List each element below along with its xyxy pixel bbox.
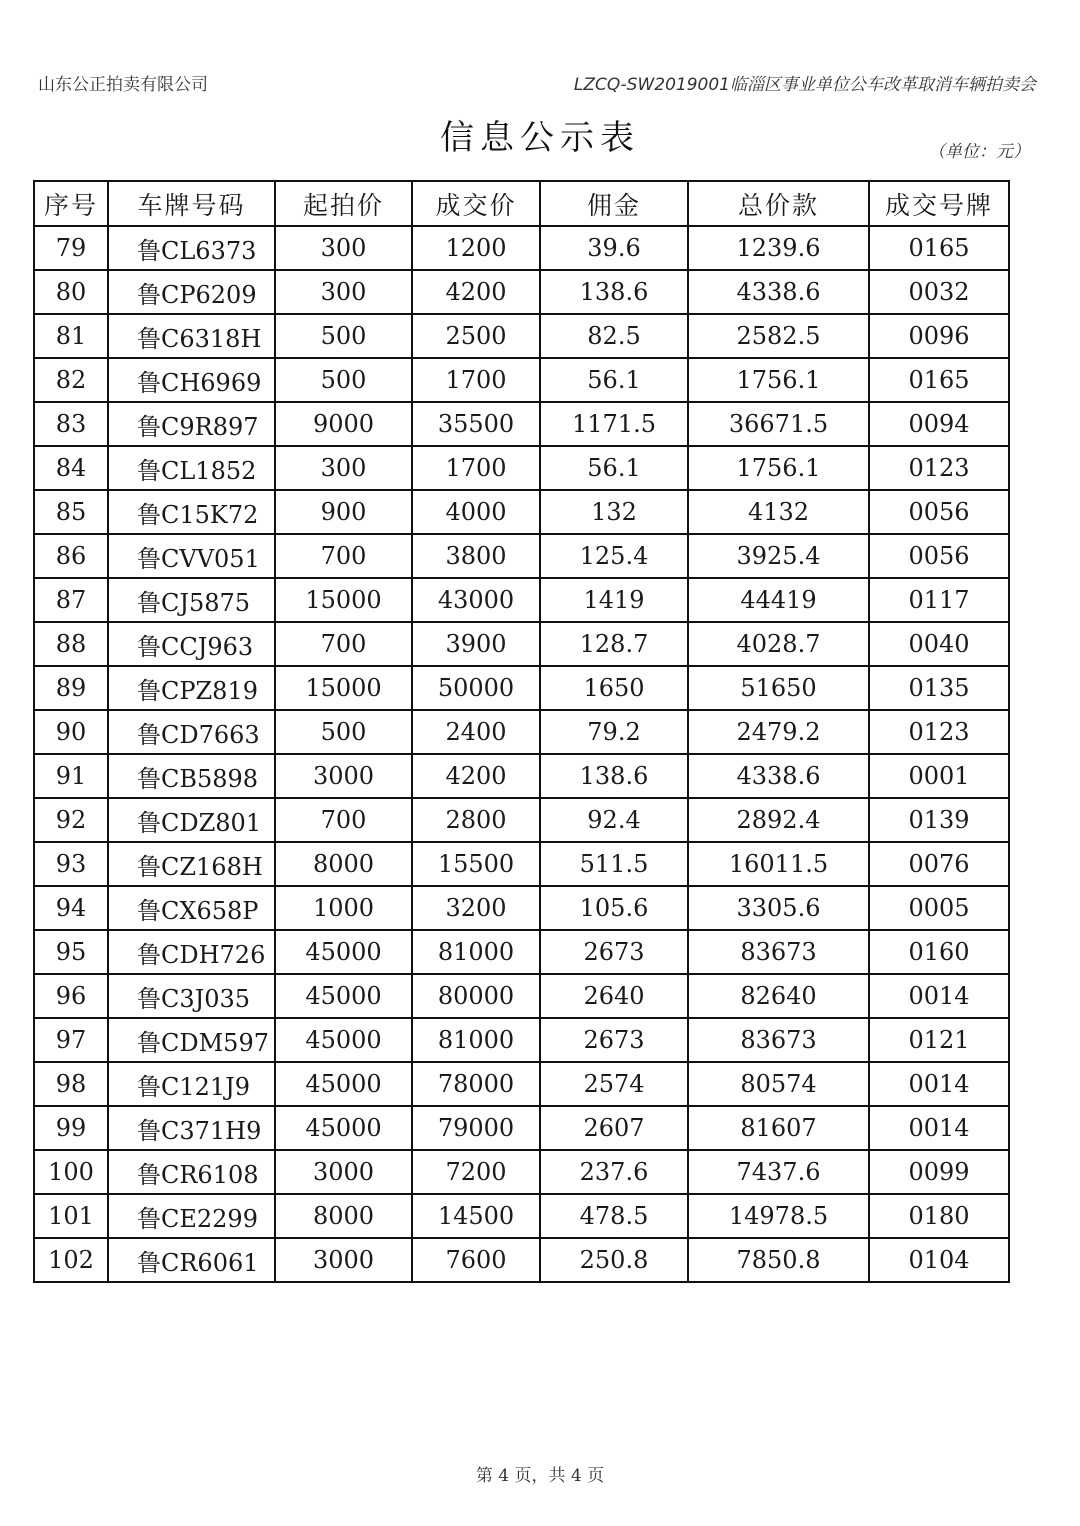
col-start-price-cell: 300 — [275, 226, 412, 270]
col-start-price-cell: 700 — [275, 798, 412, 842]
col-total-cell: 80574 — [688, 1062, 869, 1106]
col-deal-price-cell: 4000 — [412, 490, 540, 534]
unit-note: （单位：元） — [928, 142, 1030, 162]
col-total-cell: 4338.6 — [688, 754, 869, 798]
col-deal-price-cell: 80000 — [412, 974, 540, 1018]
col-bid-number-cell: 0104 — [869, 1238, 1009, 1282]
table-row — [34, 798, 1009, 842]
col-commission-cell: 128.7 — [540, 622, 688, 666]
col-start-price-cell: 8000 — [275, 842, 412, 886]
table-row — [34, 1062, 1009, 1106]
table-row — [34, 270, 1009, 314]
col-commission-cell: 237.6 — [540, 1150, 688, 1194]
col-commission-cell: 39.6 — [540, 226, 688, 270]
col-commission-cell: 56.1 — [540, 446, 688, 490]
col-plate-cell: 鲁C121J9 — [108, 1062, 275, 1106]
table-row — [34, 1150, 1009, 1194]
col-index-cell: 83 — [34, 402, 108, 446]
col-total-cell: 81607 — [688, 1106, 869, 1150]
page-footer: 第 4 页，共 4 页 — [475, 1466, 605, 1486]
col-deal-price-cell: 4200 — [412, 754, 540, 798]
table-row — [34, 666, 1009, 710]
col-deal-price-cell: 14500 — [412, 1194, 540, 1238]
col-bid-number-cell: 0040 — [869, 622, 1009, 666]
col-total-cell: 83673 — [688, 930, 869, 974]
col-total-cell: 51650 — [688, 666, 869, 710]
col-bid-number-cell: 0123 — [869, 710, 1009, 754]
col-total-cell: 2479.2 — [688, 710, 869, 754]
table-row — [34, 446, 1009, 490]
table-row — [34, 622, 1009, 666]
col-index-cell: 92 — [34, 798, 108, 842]
col-bid-number-cell: 0165 — [869, 358, 1009, 402]
col-plate-cell: 鲁CR6061 — [108, 1238, 275, 1282]
col-total-cell: 2892.4 — [688, 798, 869, 842]
col-bid-number-cell: 0160 — [869, 930, 1009, 974]
header-col-commission: 佣金 — [540, 181, 688, 226]
col-start-price-cell: 45000 — [275, 1106, 412, 1150]
col-index-cell: 85 — [34, 490, 108, 534]
col-index-cell: 97 — [34, 1018, 108, 1062]
col-deal-price-cell: 43000 — [412, 578, 540, 622]
col-start-price-cell: 45000 — [275, 974, 412, 1018]
col-commission-cell: 1650 — [540, 666, 688, 710]
col-index-cell: 80 — [34, 270, 108, 314]
table-row — [34, 930, 1009, 974]
col-commission-cell: 1171.5 — [540, 402, 688, 446]
col-commission-cell: 125.4 — [540, 534, 688, 578]
col-index-cell: 88 — [34, 622, 108, 666]
col-bid-number-cell: 0014 — [869, 1062, 1009, 1106]
col-commission-cell: 2673 — [540, 930, 688, 974]
col-index-cell: 100 — [34, 1150, 108, 1194]
col-total-cell: 3925.4 — [688, 534, 869, 578]
col-plate-cell: 鲁CB5898 — [108, 754, 275, 798]
col-bid-number-cell: 0099 — [869, 1150, 1009, 1194]
col-plate-cell: 鲁CL1852 — [108, 446, 275, 490]
col-index-cell: 96 — [34, 974, 108, 1018]
col-commission-cell: 92.4 — [540, 798, 688, 842]
col-commission-cell: 132 — [540, 490, 688, 534]
col-bid-number-cell: 0094 — [869, 402, 1009, 446]
col-start-price-cell: 300 — [275, 446, 412, 490]
header-col-start-price: 起拍价 — [275, 181, 412, 226]
col-deal-price-cell: 2400 — [412, 710, 540, 754]
col-total-cell: 44419 — [688, 578, 869, 622]
col-start-price-cell: 3000 — [275, 1238, 412, 1282]
col-plate-cell: 鲁CD7663 — [108, 710, 275, 754]
col-deal-price-cell: 1700 — [412, 358, 540, 402]
table-row — [34, 886, 1009, 930]
col-deal-price-cell: 1200 — [412, 226, 540, 270]
table-row — [34, 490, 1009, 534]
table-row — [34, 1106, 1009, 1150]
table-row — [34, 842, 1009, 886]
col-commission-cell: 478.5 — [540, 1194, 688, 1238]
col-start-price-cell: 300 — [275, 270, 412, 314]
header-col-total: 总价款 — [688, 181, 869, 226]
col-bid-number-cell: 0139 — [869, 798, 1009, 842]
col-bid-number-cell: 0005 — [869, 886, 1009, 930]
col-commission-cell: 2607 — [540, 1106, 688, 1150]
col-total-cell: 14978.5 — [688, 1194, 869, 1238]
col-index-cell: 102 — [34, 1238, 108, 1282]
header-col-index: 序号 — [34, 181, 108, 226]
col-start-price-cell: 700 — [275, 534, 412, 578]
col-index-cell: 99 — [34, 1106, 108, 1150]
col-commission-cell: 82.5 — [540, 314, 688, 358]
col-bid-number-cell: 0076 — [869, 842, 1009, 886]
col-total-cell: 7437.6 — [688, 1150, 869, 1194]
col-plate-cell: 鲁C371H9 — [108, 1106, 275, 1150]
col-start-price-cell: 45000 — [275, 930, 412, 974]
col-commission-cell: 511.5 — [540, 842, 688, 886]
col-total-cell: 4028.7 — [688, 622, 869, 666]
col-index-cell: 98 — [34, 1062, 108, 1106]
col-index-cell: 90 — [34, 710, 108, 754]
col-deal-price-cell: 7600 — [412, 1238, 540, 1282]
col-plate-cell: 鲁CL6373 — [108, 226, 275, 270]
col-total-cell: 7850.8 — [688, 1238, 869, 1282]
col-bid-number-cell: 0180 — [869, 1194, 1009, 1238]
col-deal-price-cell: 7200 — [412, 1150, 540, 1194]
col-plate-cell: 鲁CVV051 — [108, 534, 275, 578]
col-total-cell: 36671.5 — [688, 402, 869, 446]
col-start-price-cell: 45000 — [275, 1062, 412, 1106]
col-start-price-cell: 900 — [275, 490, 412, 534]
col-total-cell: 16011.5 — [688, 842, 869, 886]
table-header-row — [34, 181, 1009, 226]
col-start-price-cell: 500 — [275, 358, 412, 402]
header-col-plate: 车牌号码 — [108, 181, 275, 226]
col-deal-price-cell: 2500 — [412, 314, 540, 358]
table-row — [34, 1018, 1009, 1062]
col-deal-price-cell: 3900 — [412, 622, 540, 666]
col-commission-cell: 2673 — [540, 1018, 688, 1062]
col-commission-cell: 138.6 — [540, 754, 688, 798]
col-plate-cell: 鲁C3J035 — [108, 974, 275, 1018]
col-deal-price-cell: 78000 — [412, 1062, 540, 1106]
col-deal-price-cell: 50000 — [412, 666, 540, 710]
col-total-cell: 83673 — [688, 1018, 869, 1062]
col-commission-cell: 79.2 — [540, 710, 688, 754]
col-commission-cell: 2640 — [540, 974, 688, 1018]
col-bid-number-cell: 0001 — [869, 754, 1009, 798]
col-bid-number-cell: 0096 — [869, 314, 1009, 358]
col-plate-cell: 鲁CDM597 — [108, 1018, 275, 1062]
table-row — [34, 1194, 1009, 1238]
col-bid-number-cell: 0117 — [869, 578, 1009, 622]
col-index-cell: 81 — [34, 314, 108, 358]
table-row — [34, 974, 1009, 1018]
col-index-cell: 79 — [34, 226, 108, 270]
col-total-cell: 2582.5 — [688, 314, 869, 358]
col-bid-number-cell: 0056 — [869, 534, 1009, 578]
col-index-cell: 84 — [34, 446, 108, 490]
col-total-cell: 4132 — [688, 490, 869, 534]
col-plate-cell: 鲁CCJ963 — [108, 622, 275, 666]
col-deal-price-cell: 79000 — [412, 1106, 540, 1150]
col-plate-cell: 鲁CP6209 — [108, 270, 275, 314]
col-commission-cell: 2574 — [540, 1062, 688, 1106]
col-index-cell: 91 — [34, 754, 108, 798]
col-total-cell: 3305.6 — [688, 886, 869, 930]
col-commission-cell: 56.1 — [540, 358, 688, 402]
col-index-cell: 87 — [34, 578, 108, 622]
col-index-cell: 82 — [34, 358, 108, 402]
col-index-cell: 93 — [34, 842, 108, 886]
col-bid-number-cell: 0014 — [869, 1106, 1009, 1150]
table-row — [34, 534, 1009, 578]
col-start-price-cell: 15000 — [275, 666, 412, 710]
col-commission-cell: 1419 — [540, 578, 688, 622]
col-bid-number-cell: 0135 — [869, 666, 1009, 710]
table-row — [34, 358, 1009, 402]
col-bid-number-cell: 0014 — [869, 974, 1009, 1018]
col-total-cell: 1756.1 — [688, 446, 869, 490]
col-deal-price-cell: 81000 — [412, 1018, 540, 1062]
col-deal-price-cell: 15500 — [412, 842, 540, 886]
col-commission-cell: 105.6 — [540, 886, 688, 930]
col-plate-cell: 鲁CDH726 — [108, 930, 275, 974]
col-index-cell: 89 — [34, 666, 108, 710]
col-start-price-cell: 3000 — [275, 1150, 412, 1194]
col-index-cell: 86 — [34, 534, 108, 578]
table-row — [34, 578, 1009, 622]
col-start-price-cell: 1000 — [275, 886, 412, 930]
col-deal-price-cell: 4200 — [412, 270, 540, 314]
table-row — [34, 754, 1009, 798]
col-total-cell: 82640 — [688, 974, 869, 1018]
col-plate-cell: 鲁CE2299 — [108, 1194, 275, 1238]
col-plate-cell: 鲁C6318H — [108, 314, 275, 358]
col-index-cell: 95 — [34, 930, 108, 974]
col-start-price-cell: 9000 — [275, 402, 412, 446]
table-body — [34, 226, 1009, 1282]
col-deal-price-cell: 3200 — [412, 886, 540, 930]
col-deal-price-cell: 1700 — [412, 446, 540, 490]
col-bid-number-cell: 0121 — [869, 1018, 1009, 1062]
col-bid-number-cell: 0123 — [869, 446, 1009, 490]
col-start-price-cell: 500 — [275, 314, 412, 358]
header-col-bid-number: 成交号牌 — [869, 181, 1009, 226]
page-title: 信息公示表 — [440, 118, 640, 158]
project-title: LZCQ-SW2019001临淄区事业单位公车改革取消车辆拍卖会 — [573, 75, 1036, 95]
col-plate-cell: 鲁C9R897 — [108, 402, 275, 446]
col-commission-cell: 138.6 — [540, 270, 688, 314]
col-plate-cell: 鲁CJ5875 — [108, 578, 275, 622]
col-plate-cell: 鲁CR6108 — [108, 1150, 275, 1194]
col-plate-cell: 鲁CPZ819 — [108, 666, 275, 710]
col-index-cell: 101 — [34, 1194, 108, 1238]
col-bid-number-cell: 0032 — [869, 270, 1009, 314]
col-start-price-cell: 3000 — [275, 754, 412, 798]
col-start-price-cell: 500 — [275, 710, 412, 754]
col-start-price-cell: 8000 — [275, 1194, 412, 1238]
col-start-price-cell: 15000 — [275, 578, 412, 622]
col-total-cell: 1756.1 — [688, 358, 869, 402]
table-row — [34, 710, 1009, 754]
col-deal-price-cell: 81000 — [412, 930, 540, 974]
info-table — [33, 180, 1010, 1283]
col-start-price-cell: 700 — [275, 622, 412, 666]
company-name: 山东公正拍卖有限公司 — [38, 75, 208, 95]
col-plate-cell: 鲁CX658P — [108, 886, 275, 930]
col-plate-cell: 鲁C15K72 — [108, 490, 275, 534]
col-plate-cell: 鲁CZ168H — [108, 842, 275, 886]
table-row — [34, 402, 1009, 446]
col-commission-cell: 250.8 — [540, 1238, 688, 1282]
table-row — [34, 1238, 1009, 1282]
col-deal-price-cell: 2800 — [412, 798, 540, 842]
col-start-price-cell: 45000 — [275, 1018, 412, 1062]
col-index-cell: 94 — [34, 886, 108, 930]
col-bid-number-cell: 0165 — [869, 226, 1009, 270]
header-col-deal-price: 成交价 — [412, 181, 540, 226]
col-total-cell: 1239.6 — [688, 226, 869, 270]
col-deal-price-cell: 35500 — [412, 402, 540, 446]
col-plate-cell: 鲁CH6969 — [108, 358, 275, 402]
table-row — [34, 226, 1009, 270]
col-bid-number-cell: 0056 — [869, 490, 1009, 534]
col-total-cell: 4338.6 — [688, 270, 869, 314]
col-deal-price-cell: 3800 — [412, 534, 540, 578]
col-plate-cell: 鲁CDZ801 — [108, 798, 275, 842]
table-row — [34, 314, 1009, 358]
